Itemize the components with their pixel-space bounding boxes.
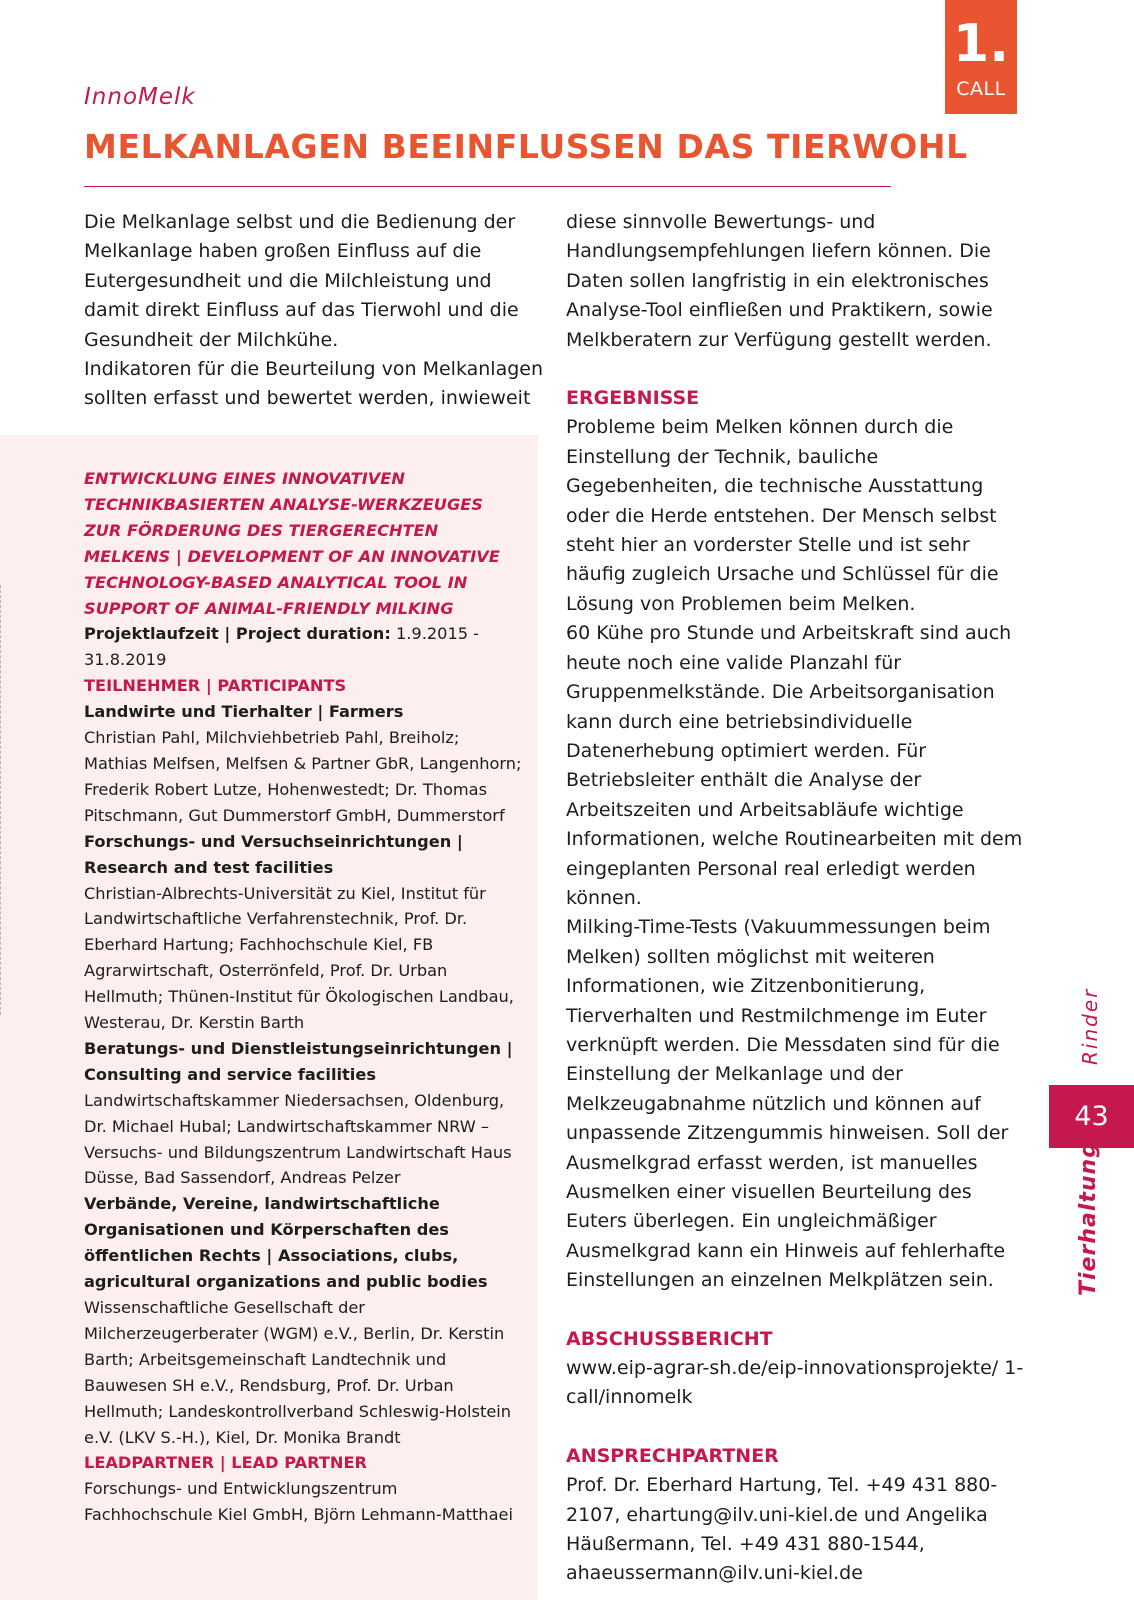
category-label: Rinder xyxy=(1078,987,1102,1065)
right-column xyxy=(566,208,1028,1589)
page-title: MELKANLAGEN BEEINFLUSSEN DAS TIERWOHL xyxy=(84,127,968,166)
results-heading: ERGEBNISSE xyxy=(566,387,700,410)
intro-paragraph: Indikatoren für die Beurteilung von Melkanlagen sollten erfasst und bewertet werden, inwieweit xyxy=(84,358,544,410)
call-number: 1. xyxy=(953,14,1009,74)
leadpartner-heading: LEADPARTNER | LEAD PARTNER xyxy=(84,1453,368,1473)
group-title: Landwirte und Tierhalter | Farmers xyxy=(84,702,404,722)
group-title: Verbände, Vereine, landwirtschaftliche Organisationen und Körperschaften des öffentlichen Rechts | Associations, clubs, agricultural organizations and public bodies xyxy=(84,1194,488,1292)
group-members: Landwirtschaftskammer Niedersachsen, Oldenburg, Dr. Michael Hubal; Landwirtschaftskammer NRW – Versuchs- und Bildungszentrum Landwirtschaft Haus Düsse, Bad Sassendorf, Andreas Pelzer xyxy=(84,1090,512,1188)
group-title: Beratungs- und Dienstleistungseinrichtungen | Consulting and service facilities xyxy=(84,1038,513,1084)
group-members: Christian Pahl, Milchviehbetrieb Pahl, Breiholz; Mathias Melfsen, Melfsen & Partner GbR, Langenhorn; Frederik Robert Lutze, Hohenwestedt; Dr. Thomas Pitschmann, Gut Dummerstorf GmbH, Dummerstorf xyxy=(84,728,522,825)
title-divider xyxy=(84,186,891,187)
report-link[interactable]: www.eip-agrar-sh.de/eip-innovationsprojekte/ 1-call/innomelk xyxy=(566,1357,1024,1409)
edge-marks xyxy=(0,585,3,1015)
duration-value: 1.9.2015 - 31.8.2019 xyxy=(84,624,480,670)
page-number: 43 xyxy=(1049,1085,1134,1148)
group-members: Wissenschaftliche Gesellschaft der Milcherzeugerberater (WGM) e.V., Berlin, Dr. Kerstin Barth; Arbeitsgemeinschaft Landtechnik und Bauwesen SH e.V., Rendsburg, Prof. Dr. Urban Hellmuth; Landeskontrollverband Schleswig-Holstein e.V. (LKV S.-H.), Kiel, Dr. Monika Brandt xyxy=(84,1298,512,1447)
intro-continuation: diese sinnvolle Bewertungs- und Handlungsempfehlungen liefern können. Die Daten sollen langfristig in ein elektronisches Analyse-Tool einfließen und Praktikern, sowie Melkberatern zur Verfügung gestellt werden. xyxy=(566,211,993,351)
duration-label: Projektlaufzeit | Project duration: xyxy=(84,624,391,644)
results-paragraph: Milking-Time-Tests (Vakuummessungen beim Melken) sollten möglichst mit weiteren Informationen, wie Zitzenbonitierung, Tierverhalten und Restmilchmenge im Euter verknüpft werden. Die Messdaten sind für die Einstellung der Melkanlage und der Melkzeugabnahme nützlich und können auf unpassende Zitzengummis hinweisen. Soll der Ausmelkgrad erfasst werden, ist manuelles Ausmelken einer visuellen Beurteilung des Euters überlegen. Ein ungleichmäßiger Ausmelkgrad kann ein Hinweis auf fehlerhafte Einstellungen an einzelnen Melkplätzen sein. xyxy=(566,916,1009,1292)
results-paragraph: 60 Kühe pro Stunde und Arbeitskraft sind auch heute noch eine valide Planzahl für Gruppenmelkstände. Die Arbeitsorganisation kann durch eine betriebsindividuelle Datenerhebung optimiert werden. Für Betriebsleiter enthält die Analyse der Arbeitszeiten und Arbeitsabläufe wichtige Informationen, welche Routinearbeiten mit dem eingeplanten Personal real erledigt werden können. xyxy=(566,622,1023,909)
call-badge xyxy=(945,0,1017,114)
participants-heading: TEILNEHMER | PARTICIPANTS xyxy=(84,676,347,696)
intro-text xyxy=(84,208,544,414)
report-heading: ABSCHUSSBERICHT xyxy=(566,1327,773,1350)
intro-paragraph: Die Melkanlage selbst und die Bedienung der Melkanlage haben großen Einfluss auf die Eutergesundheit und die Milchleistung und damit direkt Einfluss auf das Tierwohl und die Gesundheit der Milchkühe. xyxy=(84,211,519,351)
group-title: Forschungs- und Versuchseinrichtungen | Research and test facilities xyxy=(84,831,463,877)
project-name: InnoMelk xyxy=(84,84,196,110)
contact-heading: ANSPRECHPARTNER xyxy=(566,1444,779,1467)
contact-text: Prof. Dr. Eberhard Hartung, Tel. +49 431 880-2107, ehartung@ilv.uni-kiel.de und Angelika Häußermann, Tel. +49 431 880-1544, ahaeussermann@ilv.uni-kiel.de xyxy=(566,1474,998,1585)
results-paragraph: Probleme beim Melken können durch die Einstellung der Technik, bauliche Gegebenheiten, die technische Ausstattung oder die Herde entstehen. Der Mensch selbst steht hier an vorderster Stelle und ist sehr häufig zugleich Ursache und Schlüssel für die Lösung von Problemen beim Melken. xyxy=(566,416,999,615)
leadpartner-text: Forschungs- und Entwicklungszentrum Fachhochschule Kiel GmbH, Björn Lehmann-Matthaei xyxy=(84,1479,513,1525)
call-label: CALL xyxy=(956,78,1006,100)
group-members: Christian-Albrechts-Universität zu Kiel, Institut für Landwirtschaftliche Verfahrenstechnik, Prof. Dr. Eberhard Hartung; Fachhochschule Kiel, FB Agrarwirtschaft, Osterrönfeld, Prof. Dr. Urban Hellmuth; Thünen-Institut für Ökologischen Landbau, Westerau, Dr. Kerstin Barth xyxy=(84,883,514,1033)
project-info xyxy=(84,466,524,1528)
section-label: Tierhaltung xyxy=(1076,1141,1101,1296)
project-duration xyxy=(84,621,524,673)
project-full-title: ENTWICKLUNG EINES INNOVATIVEN TECHNIKBASIERTEN ANALYSE-WERKZEUGES ZUR FÖRDERUNG DES TIERGERECHTEN MELKENS | DEVELOPMENT OF AN INNOVATIVE TECHNOLOGY-BASED ANALYTICAL TOOL IN SUPPORT OF ANIMAL-FRIENDLY MILKING xyxy=(84,469,500,618)
